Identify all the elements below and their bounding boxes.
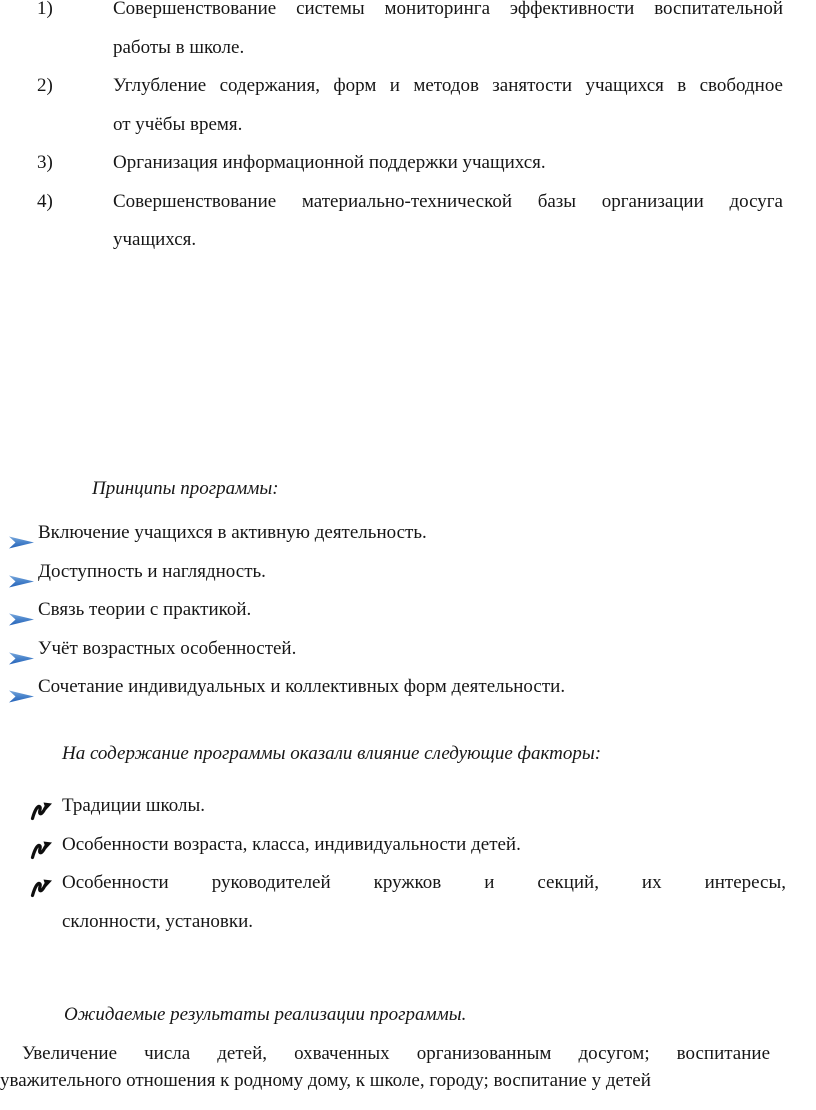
text-line: склонности, установки.	[62, 910, 254, 932]
item-number: 3)	[37, 152, 53, 173]
principle-text: Включение учащихся в активную деятельность.	[38, 522, 427, 543]
principle-item	[0, 630, 816, 669]
principles-list	[0, 514, 816, 707]
text-line: Совершенствование системы мониторинга эффективности воспитательной	[113, 0, 783, 19]
principle-text: Учёт возрастных особенностей.	[38, 637, 297, 659]
text-line: учащихся.	[113, 229, 197, 250]
numbered-item	[0, 0, 816, 67]
text-line: Особенности возраста, класса, индивидуальности детей.	[62, 833, 521, 855]
text-line: Увеличение числа детей, охваченных организованным досугом; воспитание	[22, 1042, 770, 1064]
principle-text: Доступность и наглядность.	[38, 560, 266, 582]
factor-text	[62, 826, 786, 865]
results-paragraph	[0, 1040, 816, 1094]
factors-heading: На содержание программы оказали влияние следующие факторы:	[62, 742, 602, 764]
text-line: Особенности руководителей кружков и секций, их интересы,	[62, 872, 786, 893]
text-line: Организация информационной поддержки учащихся.	[113, 152, 546, 173]
item-number: 1)	[37, 0, 53, 19]
arrow-bullet-icon	[9, 642, 34, 657]
item-number: 4)	[37, 190, 53, 212]
factor-text	[62, 787, 786, 826]
principle-item	[0, 668, 816, 707]
item-text	[113, 144, 783, 183]
factor-item	[0, 787, 816, 826]
scribble-arrow-bullet-icon	[30, 797, 53, 817]
item-number: 2)	[37, 75, 53, 96]
arrow-bullet-icon	[9, 603, 34, 618]
item-text	[113, 0, 783, 67]
factor-item	[0, 826, 816, 865]
item-text	[113, 183, 783, 260]
principle-text: Сочетание индивидуальных и коллективных форм деятельности.	[38, 676, 566, 697]
arrow-bullet-icon	[9, 526, 34, 541]
principle-text: Связь теории с практикой.	[38, 599, 252, 620]
text-line: Совершенствование материально-технической базы организации досуга	[113, 190, 783, 212]
text-line: работы в школе.	[113, 36, 245, 58]
principle-item	[0, 591, 816, 630]
text-line: Углубление содержания, форм и методов занятости учащихся в свободное	[113, 75, 783, 96]
factor-text	[62, 864, 786, 941]
numbered-item	[0, 144, 816, 183]
arrow-bullet-icon	[9, 565, 34, 580]
numbered-item	[0, 183, 816, 260]
arrow-bullet-icon	[9, 680, 34, 695]
numbered-list	[0, 0, 816, 260]
principle-item	[0, 553, 816, 592]
numbered-item	[0, 67, 816, 144]
results-heading: Ожидаемые результаты реализации программы.	[64, 1004, 467, 1025]
scribble-arrow-bullet-icon	[30, 874, 53, 894]
principle-item	[0, 514, 816, 553]
principles-heading: Принципы программы:	[92, 477, 279, 499]
text-line: Традиции школы.	[62, 795, 206, 816]
factor-item	[0, 864, 816, 941]
factors-list	[0, 787, 816, 941]
item-text	[113, 67, 783, 144]
text-line: уважительного отношения к родному дому, к школе, городу; воспитание у детей	[0, 1069, 651, 1091]
text-line: от учёбы время.	[113, 113, 243, 135]
scribble-arrow-bullet-icon	[30, 836, 53, 856]
